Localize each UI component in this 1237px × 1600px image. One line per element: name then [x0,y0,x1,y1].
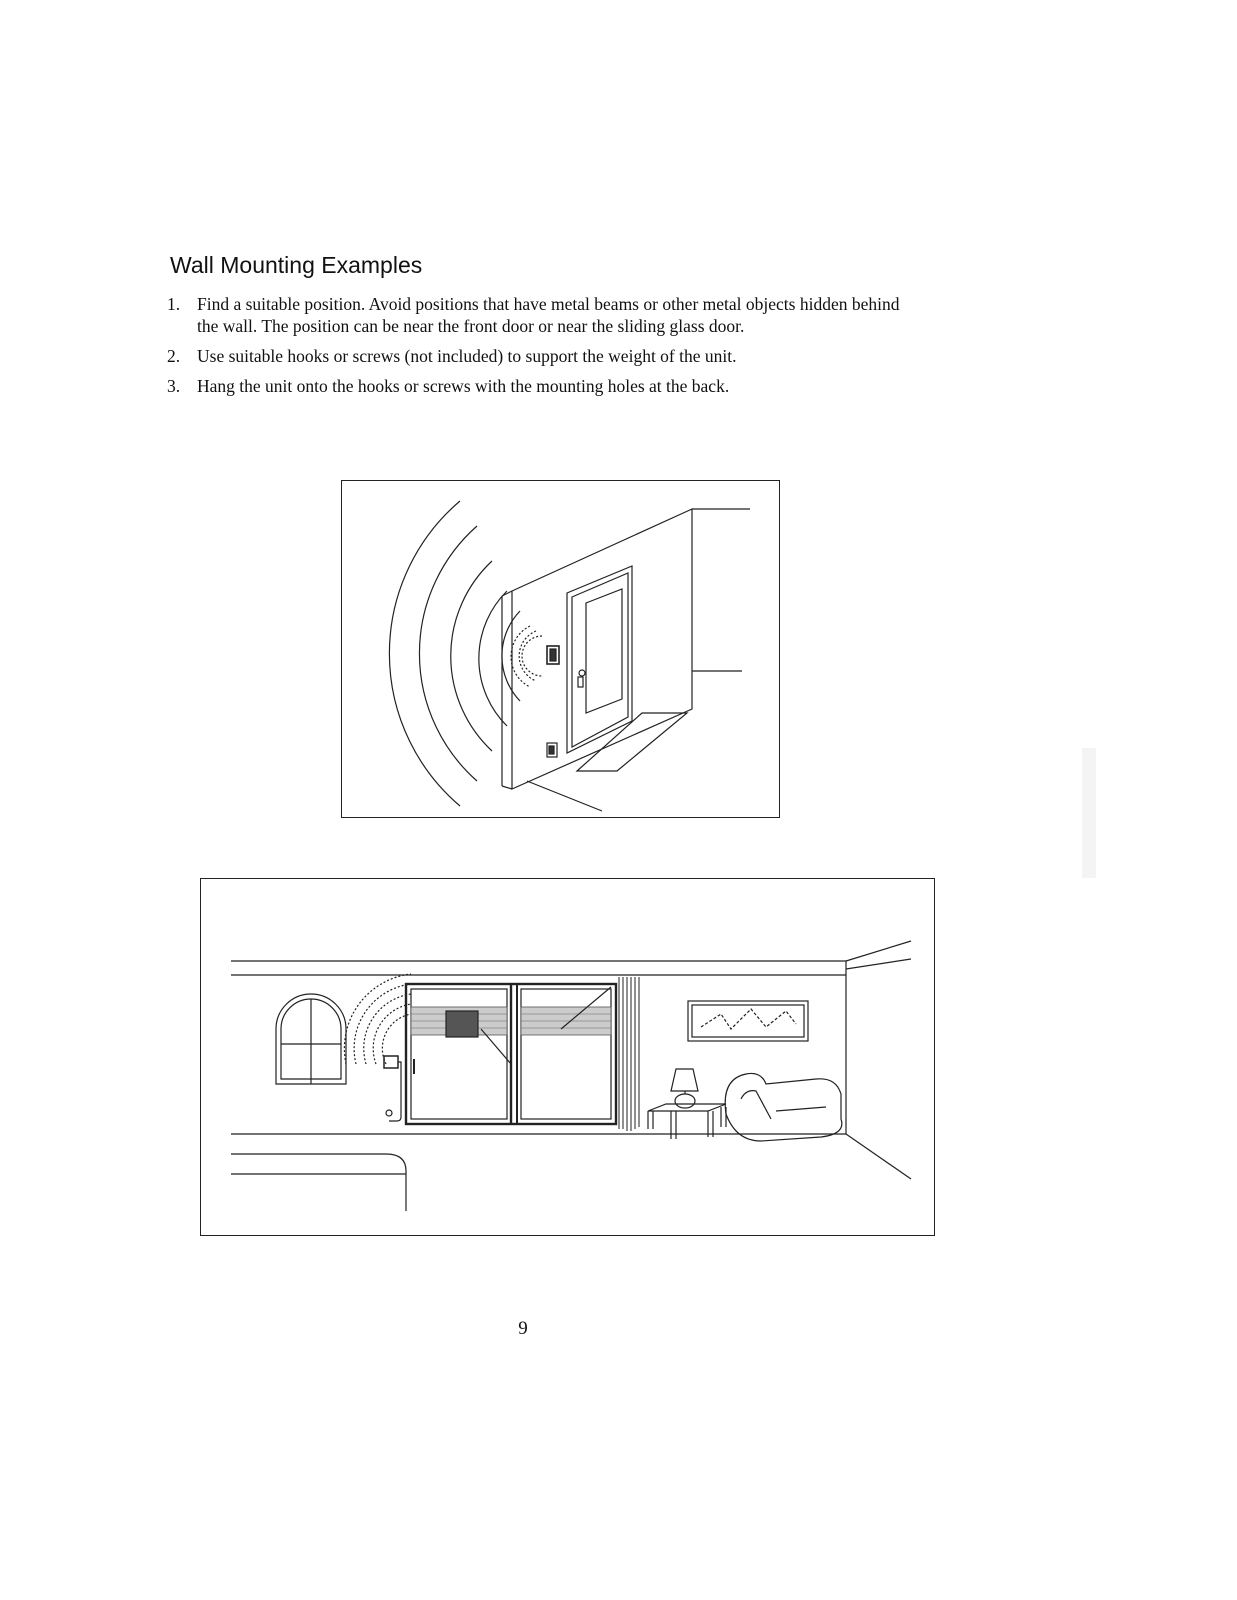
instruction-list [167,293,907,405]
instruction-step-3 [167,375,907,397]
step-number: 2. [167,346,181,366]
step-text: Hang the unit onto the hooks or screws with the mounting holes at the back. [197,376,730,396]
step-number: 1. [167,294,181,314]
section-heading: Wall Mounting Examples [170,252,423,278]
step-text: Find a suitable position. Avoid positions that have metal beams or other metal objects hidden behind the wall. The position can be near the front door or near the sliding glass door. [197,294,900,336]
margin-tab [1082,748,1096,878]
instruction-step-2 [167,345,907,367]
page-number: 9 [518,1318,528,1339]
sliding-door-illustration [200,878,935,1236]
front-door-illustration [341,480,780,818]
step-text: Use suitable hooks or screws (not included) to support the weight of the unit. [197,346,737,366]
step-number: 3. [167,376,181,396]
instruction-step-1 [167,293,907,337]
